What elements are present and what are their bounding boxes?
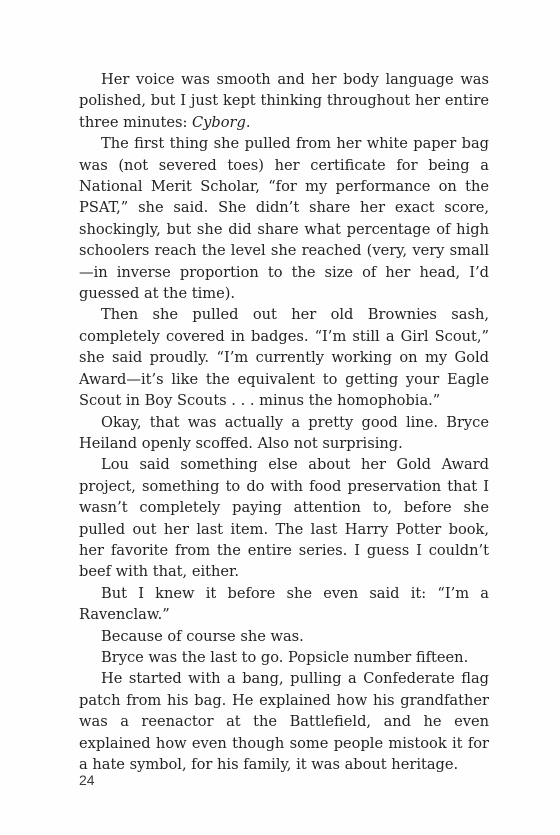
- page-number: 24: [79, 772, 95, 788]
- paragraph-3: Then she pulled out her old Brownies sash, completely covered in badges. “I’m still a Girl Scout,” she said proudly. “I’m currently working on my Gold Award—it’s like the equivalent to getting your Eagle Scout in Boy Scouts . . . minus the homophobia.”: [79, 306, 489, 410]
- paragraph-4: Okay, that was actually a pretty good line. Bryce Heiland openly scoffed. Also not surprising.: [79, 413, 489, 452]
- paragraph-8: Bryce was the last to go. Popsicle number fifteen.: [101, 648, 469, 666]
- paragraph-9: He started with a bang, pulling a Confederate flag patch from his bag. He explained how his grandfather was a reenactor at the Battlefield, and he even explained how even though some people mistook it for a hate symbol, for his family, it was about heritage.: [79, 670, 489, 773]
- paragraph-5: Lou said something else about her Gold Award project, something to do with food preservation that I wasn’t completely paying attention to, before she pulled out her last item. The last Harry Potter book, her favorite from the entire series. I guess I couldn’t beef with that, either.: [79, 456, 489, 581]
- paragraph-7: Because of course she was.: [101, 627, 304, 645]
- body-text: [79, 69, 489, 775]
- paragraph-1: Her voice was smooth and her body language was polished, but I just kept thinking throughout her entire three minutes: Cyborg.: [79, 71, 489, 131]
- italic-word: Cyborg.: [192, 113, 251, 131]
- paragraph-2: The first thing she pulled from her white paper bag was (not severed toes) her certificate for being a National Merit Scholar, “for my performance on the PSAT,” she said. She didn’t share her exact score, shockingly, but she did share what percentage of high schoolers reach the level she reached (very, very small—in inverse proportion to the size of her head, I’d guessed at the time).: [79, 135, 489, 303]
- paragraph-6: But I knew it before she even said it: “I’m a Ravenclaw.”: [79, 584, 489, 624]
